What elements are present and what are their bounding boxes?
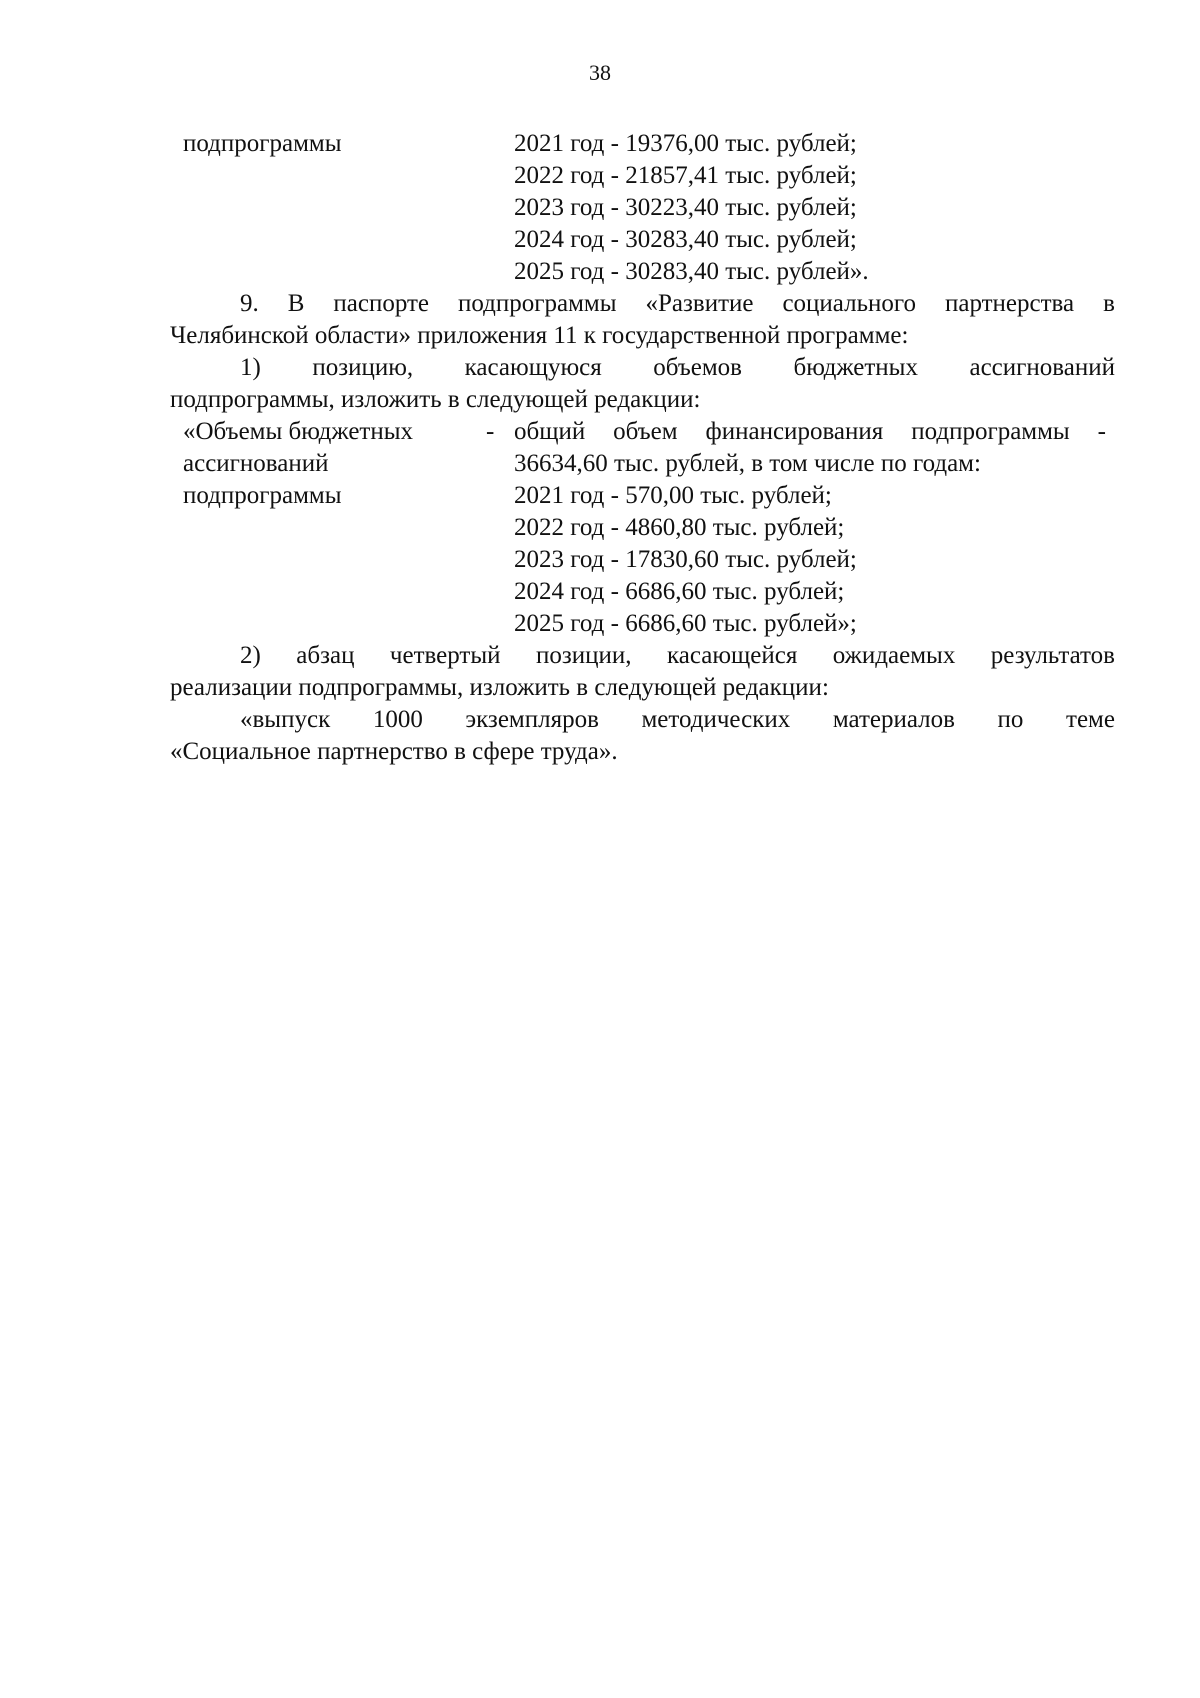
item9-line1 xyxy=(240,288,1115,320)
page-number: 38 xyxy=(589,60,611,85)
budget-word: общий xyxy=(514,418,586,445)
sub2-word: 2) xyxy=(240,642,261,669)
sub1-word: 1) xyxy=(240,354,261,381)
item9-word: «Развитие xyxy=(645,290,754,317)
quote-word: методических xyxy=(641,706,791,733)
budget-label-1: «Объемы бюджетных xyxy=(183,418,414,445)
budget-line-2022: 2022 год - 4860,80 тыс. рублей; xyxy=(514,514,845,541)
budget-line-2023: 2023 год - 17830,60 тыс. рублей; xyxy=(514,546,857,573)
sub2-word: результатов xyxy=(990,642,1115,669)
budget-first-line xyxy=(514,416,1106,448)
top-line-2021: 2021 год - 19376,00 тыс. рублей; xyxy=(514,130,857,157)
item9-line2: Челябинской области» приложения 11 к государственной программе: xyxy=(170,322,909,349)
quote-word: теме xyxy=(1066,706,1115,733)
budget-word: - xyxy=(1097,418,1106,445)
sub2-word: ожидаемых xyxy=(832,642,956,669)
top-line-2025: 2025 год - 30283,40 тыс. рублей». xyxy=(514,258,869,285)
quote-word: 1000 xyxy=(372,706,423,733)
sub2-word: четвертый xyxy=(389,642,501,669)
top-line-2022: 2022 год - 21857,41 тыс. рублей; xyxy=(514,162,857,189)
sub2-word: позиции, xyxy=(535,642,632,669)
sub2-line1 xyxy=(240,640,1115,672)
budget-line-2025: 2025 год - 6686,60 тыс. рублей»; xyxy=(514,610,857,637)
item9-word: В xyxy=(287,290,305,317)
budget-word: подпрограммы xyxy=(911,418,1070,445)
budget-line-2021: 2021 год - 570,00 тыс. рублей; xyxy=(514,482,832,509)
item9-word: подпрограммы xyxy=(458,290,617,317)
budget-label-3: подпрограммы xyxy=(183,482,342,509)
sub2-word: абзац xyxy=(296,642,355,669)
sub2-line2: реализации подпрограммы, изложить в следующей редакции: xyxy=(170,674,829,701)
quote-line1 xyxy=(240,704,1115,736)
sub1-word: объемов xyxy=(653,354,742,381)
item9-word: партнерства xyxy=(944,290,1075,317)
top-line-2024: 2024 год - 30283,40 тыс. рублей; xyxy=(514,226,857,253)
quote-line2: «Социальное партнерство в сфере труда». xyxy=(170,738,618,765)
budget-word: финансирования xyxy=(705,418,884,445)
sub1-line2: подпрограммы, изложить в следующей редакции: xyxy=(170,386,701,413)
top-label: подпрограммы xyxy=(183,130,342,157)
sub1-word: касающуюся xyxy=(464,354,602,381)
item9-word: социального xyxy=(782,290,917,317)
top-line-2023: 2023 год - 30223,40 тыс. рублей; xyxy=(514,194,857,221)
item9-word: паспорте xyxy=(333,290,430,317)
quote-word: экземпляров xyxy=(465,706,599,733)
budget-label-2: ассигнований xyxy=(183,450,329,477)
quote-word: по xyxy=(997,706,1024,733)
budget-word: объем xyxy=(613,418,678,445)
budget-dash: - xyxy=(486,418,495,445)
budget-total: 36634,60 тыс. рублей, в том числе по годам: xyxy=(514,450,981,477)
item9-word: в xyxy=(1103,290,1115,317)
sub1-word: позицию, xyxy=(312,354,414,381)
budget-line-2024: 2024 год - 6686,60 тыс. рублей; xyxy=(514,578,845,605)
sub1-word: ассигнований xyxy=(969,354,1115,381)
sub1-line1 xyxy=(240,352,1115,384)
sub1-word: бюджетных xyxy=(793,354,918,381)
quote-word: материалов xyxy=(832,706,955,733)
quote-word: «выпуск xyxy=(240,706,331,733)
sub2-word: касающейся xyxy=(666,642,798,669)
item9-word: 9. xyxy=(240,290,259,317)
